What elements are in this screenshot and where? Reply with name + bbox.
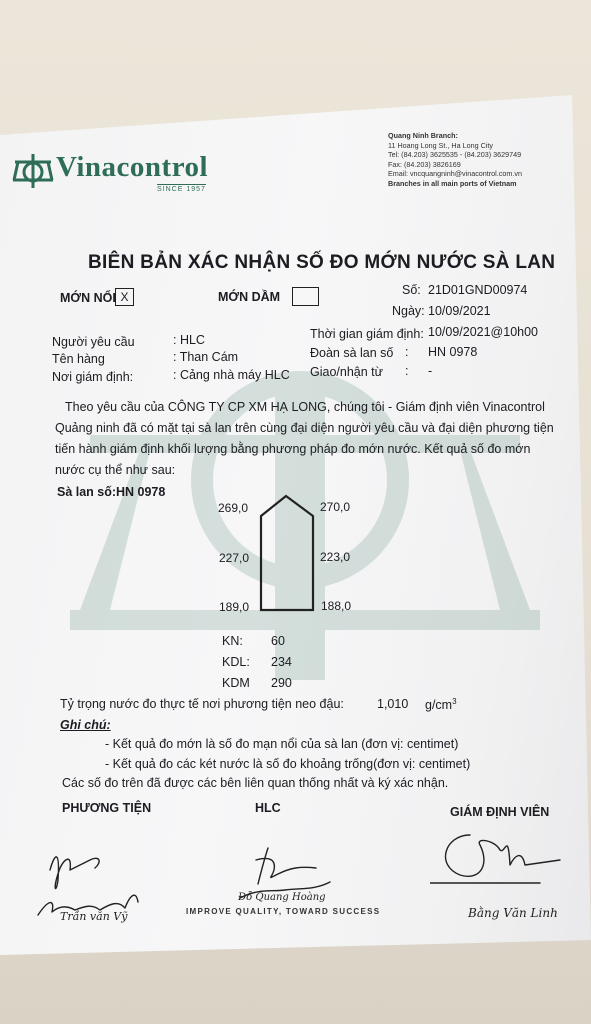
inspector-signature-name: Bằng Văn Linh bbox=[468, 906, 558, 920]
intro-paragraph: Theo yêu cầu của CÔNG TY CP XM HẠ LONG, chúng tôi - Giám định viên Vinacontrol Quảng ninh đã có mặt tại sà lan trên cùng đại diện người yêu cầu và đại diện phương tiện tiến hành giám định khối lượng bằng phương pháp đo mớn nước. Kết quả số đo mớn nước cụ thể như sau: bbox=[55, 400, 554, 477]
doan-sa-lan-label: Đoàn sà lan số bbox=[310, 346, 394, 360]
ngay-label: Ngày: bbox=[392, 304, 425, 318]
sa-lan-value: HN 0978 bbox=[116, 485, 166, 499]
giao-nhan-sep: : bbox=[405, 364, 409, 378]
branch-ports: Branches in all main ports of Vietnam bbox=[388, 178, 517, 188]
reading-left-bot: 189,0 bbox=[219, 600, 250, 614]
noi-giam-dinh-value: : Cảng nhà máy HLC bbox=[173, 368, 290, 382]
doan-sa-lan-sep: : bbox=[405, 345, 409, 359]
sign-col-hlc-label: HLC bbox=[255, 801, 281, 815]
sign-col-vessel-label: PHƯƠNG TIỆN bbox=[62, 801, 152, 815]
note-item-1: - Kết quả đo mớn là số đo mạn nổi của sà lan (đơn vị: centimet) bbox=[105, 737, 459, 751]
mon-dam-label: MỚN DẦM bbox=[218, 290, 281, 304]
vessel-signature-icon bbox=[30, 840, 160, 925]
reading-left-top: 269,0 bbox=[218, 501, 249, 515]
branch-fax: Fax: (84.203) 3826169 bbox=[388, 159, 461, 169]
vinacontrol-logo-icon bbox=[12, 150, 54, 192]
sa-lan-label: Sà lan số: bbox=[57, 485, 117, 499]
doan-sa-lan-value: HN 0978 bbox=[428, 345, 478, 359]
noi-giam-dinh-label: Nơi giám định: bbox=[52, 370, 134, 384]
mon-noi-mark: X bbox=[120, 290, 129, 304]
branch-address: 11 Hoang Long St., Ha Long City bbox=[388, 140, 493, 150]
reading-left-mid: 227,0 bbox=[219, 551, 250, 565]
mon-noi-label: MỚN NỔI bbox=[60, 291, 116, 305]
barge-diagram bbox=[258, 494, 318, 614]
nguoi-yeu-cau-label: Người yêu cầu bbox=[52, 335, 135, 349]
branch-email: Email: vncquangninh@vinacontrol.com.vn bbox=[388, 169, 522, 178]
density-value: 1,010 bbox=[377, 697, 409, 711]
kn-value: 60 bbox=[271, 634, 285, 648]
thoi-gian-label: Thời gian giám định: bbox=[310, 327, 424, 341]
hlc-signature-icon bbox=[230, 840, 350, 910]
logo-name: Vinacontrol bbox=[56, 151, 209, 183]
kdm-label: KDM bbox=[222, 676, 250, 690]
mon-dam-checkbox bbox=[292, 287, 319, 306]
branch-title: Quang Ninh Branch: bbox=[388, 131, 458, 140]
giao-nhan-value: - bbox=[428, 364, 433, 378]
kdl-label: KDL: bbox=[222, 655, 250, 669]
company-slogan: IMPROVE QUALITY, TOWARD SUCCESS bbox=[186, 907, 381, 916]
hlc-signature-name: Đỗ Quang Hoàng bbox=[238, 892, 326, 903]
density-unit-sup: 3 bbox=[452, 697, 457, 706]
density-unit-base: g/cm bbox=[425, 698, 453, 713]
density-unit bbox=[425, 697, 457, 712]
kn-label: KN: bbox=[222, 634, 243, 648]
nguoi-yeu-cau-value: : HLC bbox=[173, 333, 205, 347]
reading-right-mid: 223,0 bbox=[320, 550, 351, 564]
reading-right-bot: 188,0 bbox=[321, 599, 352, 613]
vessel-signature-name: Trần văn Vỹ bbox=[60, 910, 128, 923]
density-label: Tỷ trọng nước đo thực tế nơi phương tiện neo đậu: bbox=[60, 697, 344, 711]
notes-closing: Các số đo trên đã được các bên liên quan thống nhất và ký xác nhận. bbox=[62, 776, 449, 790]
inspector-signature-icon bbox=[430, 825, 570, 930]
reading-right-top: 270,0 bbox=[320, 500, 351, 514]
notes-title: Ghi chú: bbox=[60, 718, 111, 732]
ten-hang-label: Tên hàng bbox=[52, 352, 105, 366]
so-value: 21D01GND00974 bbox=[428, 283, 528, 297]
ngay-value: 10/09/2021 bbox=[428, 304, 491, 318]
document-title: BIÊN BẢN XÁC NHẬN SỐ ĐO MỚN NƯỚC SÀ LAN bbox=[88, 252, 556, 273]
branch-info bbox=[388, 131, 522, 188]
kdl-value: 234 bbox=[271, 655, 292, 669]
so-label: Số: bbox=[402, 283, 421, 297]
giao-nhan-label: Giao/nhận từ bbox=[310, 365, 383, 379]
sign-col-inspector-label: GIÁM ĐỊNH VIÊN bbox=[450, 805, 550, 819]
mon-noi-checkbox bbox=[115, 288, 134, 306]
note-item-2: - Kết quả đo các két nước là số đo khoảng trống(đơn vị: centimet) bbox=[105, 757, 471, 771]
branch-tel: Tel: (84.203) 3625535 - (84.203) 3629749 bbox=[388, 150, 522, 159]
kdm-value: 290 bbox=[271, 676, 292, 690]
ten-hang-value: : Than Cám bbox=[173, 350, 239, 364]
logo-since: SINCE 1957 bbox=[157, 186, 206, 193]
thoi-gian-value: 10/09/2021@10h00 bbox=[428, 325, 539, 339]
